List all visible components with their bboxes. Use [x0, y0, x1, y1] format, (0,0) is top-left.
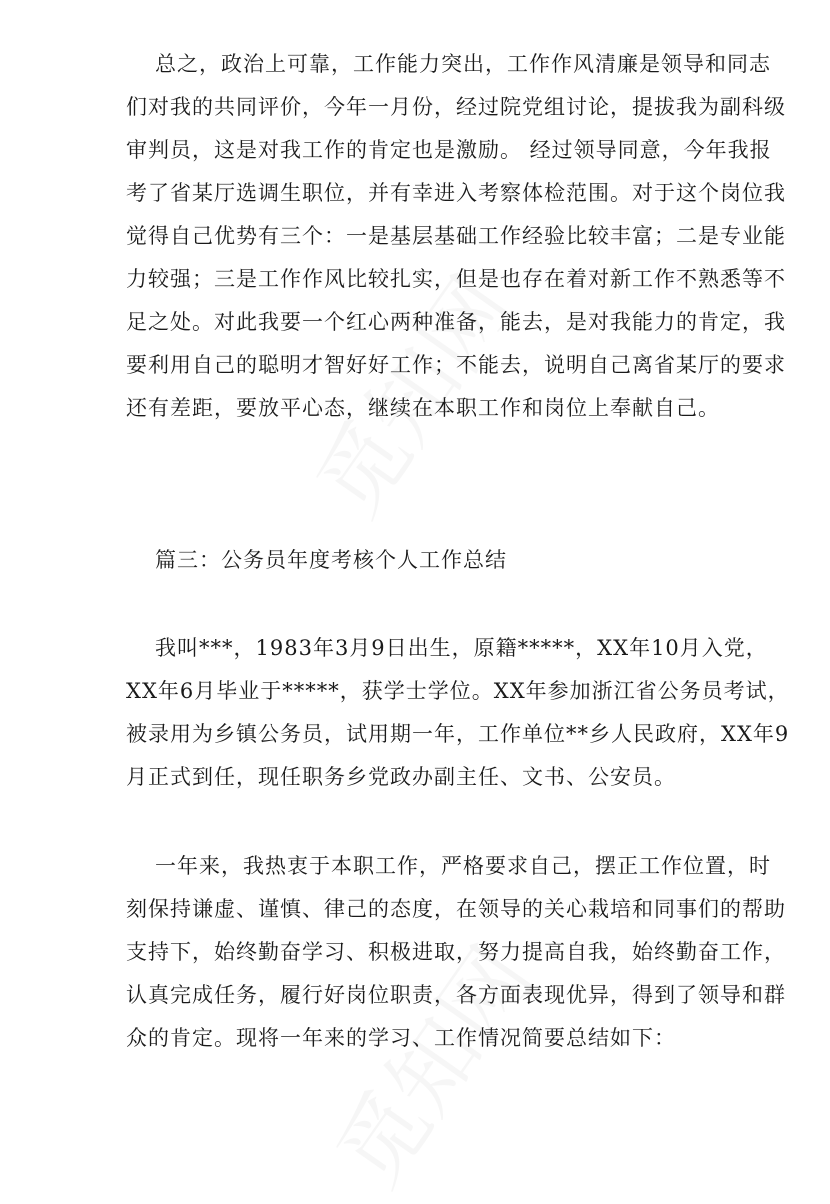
text-line: 还有差距，要放平心态，继续在本职工作和岗位上奉献自己。 [126, 396, 720, 420]
text-line: 被录用为乡镇公务员，试用期一年，工作单位**乡人民政府，XX年9 [126, 722, 790, 746]
text-line: 一年来，我热衷于本职工作，严格要求自己，摆正工作位置，时 [155, 854, 771, 878]
text-line: 觉得自己优势有三个：一是基层基础工作经验比较丰富；二是专业能 [126, 224, 786, 248]
text-line: 要利用自己的聪明才智好好工作；不能去，说明自己离省某厅的要求 [126, 353, 786, 377]
text-line: 力较强；三是工作作风比较扎实，但是也存在着对新工作不熟悉等不 [126, 267, 786, 291]
text-line: 考了省某厅选调生职位，并有幸进入考察体检范围。对于这个岗位我 [126, 181, 786, 205]
text-line: 刻保持谦虚、谨慎、律己的态度，在领导的关心栽培和同事们的帮助 [126, 897, 786, 921]
text-line: XX年6月毕业于*****，获学士学位。XX年参加浙江省公务员考试， [126, 679, 790, 703]
text-line: 认真完成任务，履行好岗位职责，各方面表现优异，得到了领导和群 [126, 983, 786, 1007]
text-line: 我叫***，1983年3月9日出生，原籍*****，XX年10月入党， [155, 636, 768, 660]
text-line: 们对我的共同评价，今年一月份，经过院党组讨论，提拔我为副科级 [126, 95, 786, 119]
text-line: 总之，政治上可靠，工作能力突出，工作作风清廉是领导和同志 [155, 52, 771, 76]
section-heading: 篇三：公务员年度考核个人工作总结 [155, 548, 507, 572]
text-line: 月正式到任，现任职务乡党政办副主任、文书、公安员。 [126, 765, 676, 789]
text-line: 足之处。对此我要一个红心两种准备，能去，是对我能力的肯定，我 [126, 310, 786, 334]
text-line: 众的肯定。现将一年来的学习、工作情况简要总结如下： [126, 1026, 676, 1050]
text-line: 支持下，始终勤奋学习、积极进取，努力提高自我，始终勤奋工作， [126, 940, 786, 964]
text-line: 审判员，这是对我工作的肯定也是激励。 经过领导同意，今年我报 [126, 138, 772, 162]
